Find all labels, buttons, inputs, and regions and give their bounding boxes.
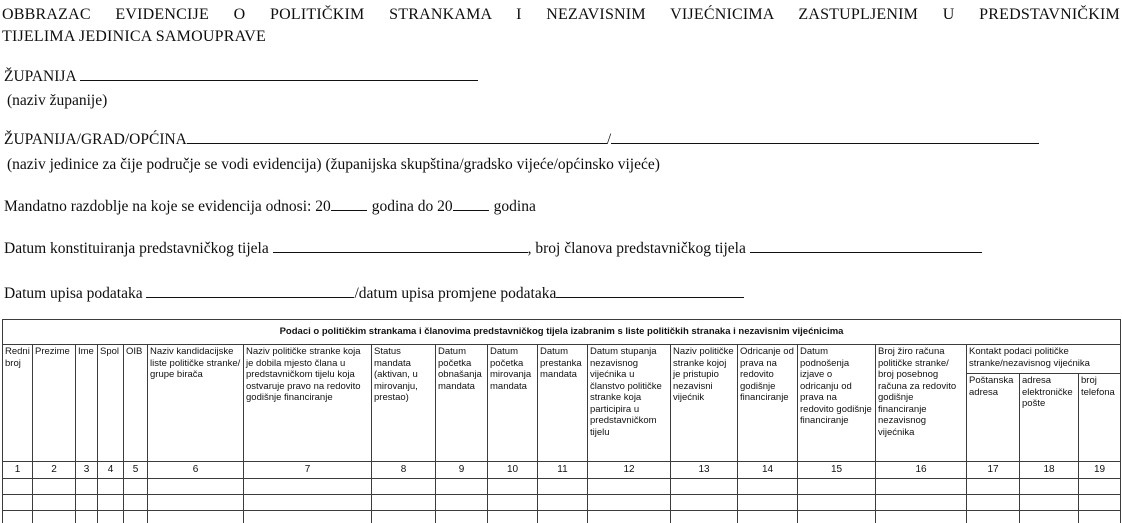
column-number-16: 16 <box>876 462 967 479</box>
empty-cell-r1-c15[interactable] <box>798 479 876 495</box>
mandate-suffix: godina <box>493 198 536 215</box>
empty-cell-r2-c8[interactable] <box>372 495 436 511</box>
entry-date-field[interactable] <box>146 283 354 298</box>
column-number-18: 18 <box>1020 462 1079 479</box>
empty-cell-r1-c9[interactable] <box>436 479 488 495</box>
entry-line <box>4 283 744 303</box>
jedinica-label: ŽUPANIJA/GRAD/OPĆINA <box>4 131 187 148</box>
column-number-15: 15 <box>798 462 876 479</box>
empty-cell-r1-c12[interactable] <box>588 479 671 495</box>
empty-cell-r2-c10[interactable] <box>488 495 538 511</box>
column-header-7: Naziv političke stranke koja je dobila mjesto člana u predstavničkom tijelu koja ostvaruje pravo na redovito godišnje financiranje <box>244 345 372 462</box>
empty-cell-r3-c12[interactable] <box>588 511 671 523</box>
entry-change-date-field[interactable] <box>556 283 744 298</box>
empty-cell-r3-c8[interactable] <box>372 511 436 523</box>
header-row <box>3 345 1121 374</box>
empty-cell-r3-c15[interactable] <box>798 511 876 523</box>
empty-cell-r1-c14[interactable] <box>738 479 798 495</box>
empty-cell-r3-c10[interactable] <box>488 511 538 523</box>
column-header-9: Datum početka obnašanja mandata <box>436 345 488 462</box>
zupanija-field[interactable] <box>80 66 478 81</box>
empty-cell-r2-c14[interactable] <box>738 495 798 511</box>
jedinica-line <box>4 129 1039 149</box>
empty-cell-r3-c13[interactable] <box>671 511 738 523</box>
column-number-7: 7 <box>244 462 372 479</box>
column-number-9: 9 <box>436 462 488 479</box>
evidence-table-wrapper <box>2 319 1121 523</box>
empty-cell-r2-c3[interactable] <box>76 495 98 511</box>
empty-cell-r2-c1[interactable] <box>3 495 33 511</box>
column-header-10: Datum početka mirovanja mandata <box>488 345 538 462</box>
constitution-label: Datum konstituiranja predstavničkog tijela <box>4 240 269 257</box>
entry-change-label: /datum upisa promjene podataka <box>354 285 557 302</box>
zupanija-line <box>4 66 478 86</box>
column-number-6: 6 <box>148 462 244 479</box>
constitution-date-field[interactable] <box>273 238 528 253</box>
empty-cell-r2-c18[interactable] <box>1020 495 1079 511</box>
column-header-4: Spol <box>98 345 124 462</box>
entry-date-label: Datum upisa podataka <box>4 285 143 302</box>
document-title-line2: TIJELIMA JEDINICA SAMOUPRAVE <box>2 28 266 45</box>
members-count-field[interactable] <box>750 238 982 253</box>
members-label: , broj članova predstavničkog tijela <box>527 240 746 257</box>
column-number-3: 3 <box>76 462 98 479</box>
empty-cell-r1-c10[interactable] <box>488 479 538 495</box>
column-header-1: Redni broj <box>3 345 33 462</box>
empty-cell-r2-c4[interactable] <box>98 495 124 511</box>
column-header-14: Odricanje od prava na redovito godišnje financiranje <box>738 345 798 462</box>
vijece-field[interactable] <box>611 129 1039 144</box>
column-header-3: Ime <box>76 345 98 462</box>
column-number-10: 10 <box>488 462 538 479</box>
column-header-5: OIB <box>124 345 148 462</box>
column-number-4: 4 <box>98 462 124 479</box>
column-header-19: broj telefona <box>1079 374 1121 462</box>
empty-cell-r3-c16[interactable] <box>876 511 967 523</box>
empty-cell-r1-c7[interactable] <box>244 479 372 495</box>
empty-cell-r2-c19[interactable] <box>1079 495 1121 511</box>
document-title-line1: OBBRAZAC EVIDENCIJE O POLITIČKIM STRANKAMA I NEZAVISNIM VIJEĆNICIMA ZASTUPLJENIM U PREDSTAVNIČKIM <box>2 6 1120 23</box>
column-header-16: Broj žiro računa političke stranke/ broj posebnog računa za redovito godišnje financiranje nezavisnog vijećnika <box>876 345 967 462</box>
empty-cell-r2-c13[interactable] <box>671 495 738 511</box>
column-header-15: Datum podnošenja izjave o odricanju od prava na redovito godišnje financiranje <box>798 345 876 462</box>
empty-cell-r1-c18[interactable] <box>1020 479 1079 495</box>
empty-cell-r1-c13[interactable] <box>671 479 738 495</box>
empty-cell-r1-c1[interactable] <box>3 479 33 495</box>
column-header-6: Naziv kandidacijske liste političke stranke/ grupe birača <box>148 345 244 462</box>
empty-cell-r3-c6[interactable] <box>148 511 244 523</box>
empty-cell-r2-c9[interactable] <box>436 495 488 511</box>
column-header-13: Naziv političke stranke kojoj je pristupio nezavisni vijećnik <box>671 345 738 462</box>
empty-cell-r1-c4[interactable] <box>98 479 124 495</box>
column-number-14: 14 <box>738 462 798 479</box>
empty-cell-r3-c17[interactable] <box>967 511 1020 523</box>
empty-cell-r1-c2[interactable] <box>33 479 76 495</box>
column-header-11: Datum prestanka mandata <box>538 345 588 462</box>
empty-cell-r2-c7[interactable] <box>244 495 372 511</box>
empty-cell-r1-c17[interactable] <box>967 479 1020 495</box>
empty-cell-r3-c19[interactable] <box>1079 511 1121 523</box>
column-header-8: Status mandata (aktivan, u mirovanju, prestao) <box>372 345 436 462</box>
empty-cell-r3-c11[interactable] <box>538 511 588 523</box>
column-number-19: 19 <box>1079 462 1121 479</box>
empty-cell-r3-c3[interactable] <box>76 511 98 523</box>
empty-cell-r1-c6[interactable] <box>148 479 244 495</box>
empty-cell-r2-c11[interactable] <box>538 495 588 511</box>
column-number-2: 2 <box>33 462 76 479</box>
contact-group-header: Kontakt podaci političke stranke/nezavisnog vijećnika <box>967 345 1121 374</box>
empty-cell-r3-c14[interactable] <box>738 511 798 523</box>
column-number-17: 17 <box>967 462 1020 479</box>
zupanija-hint: (naziv županije) <box>7 92 108 109</box>
empty-cell-r3-c7[interactable] <box>244 511 372 523</box>
column-number-13: 13 <box>671 462 738 479</box>
column-number-12: 12 <box>588 462 671 479</box>
table-caption: Podaci o političkim strankama i članovima predstavničkog tijela izabranim s liste političkih stranaka i nezavisnim vijećnicima <box>3 320 1121 345</box>
column-number-5: 5 <box>124 462 148 479</box>
jedinica-field[interactable] <box>187 129 607 144</box>
column-header-12: Datum stupanja nezavisnog vijećnika u članstvo političke stranke koja participira u predstavničkom tijelu <box>588 345 671 462</box>
empty-cell-r2-c5[interactable] <box>124 495 148 511</box>
empty-cell-r3-c9[interactable] <box>436 511 488 523</box>
zupanija-label: ŽUPANIJA <box>4 68 76 85</box>
empty-cell-r1-c8[interactable] <box>372 479 436 495</box>
empty-cell-r3-c18[interactable] <box>1020 511 1079 523</box>
column-number-11: 11 <box>538 462 588 479</box>
empty-cell-r3-c4[interactable] <box>98 511 124 523</box>
empty-cell-r2-c2[interactable] <box>33 495 76 511</box>
column-number-1: 1 <box>3 462 33 479</box>
empty-cell-r3-c2[interactable] <box>33 511 76 523</box>
empty-cell-r1-c5[interactable] <box>124 479 148 495</box>
table-row <box>3 479 1121 495</box>
column-number-8: 8 <box>372 462 436 479</box>
column-numbers-row <box>3 462 1121 479</box>
mandate-line <box>4 196 536 216</box>
jedinica-hint: (naziv jedinice za čije područje se vodi evidencija) (županijska skupština/gradsko vijeće/općinsko vijeće) <box>7 156 660 173</box>
empty-cell-r3-c5[interactable] <box>124 511 148 523</box>
empty-cell-r2-c16[interactable] <box>876 495 967 511</box>
empty-cell-r1-c16[interactable] <box>876 479 967 495</box>
empty-cell-r1-c3[interactable] <box>76 479 98 495</box>
constitution-line <box>4 238 982 258</box>
mandate-year-to-field[interactable] <box>453 196 489 211</box>
mandate-middle: godina do 20 <box>371 198 453 215</box>
table-row <box>3 495 1121 511</box>
jedinica-separator: / <box>606 131 612 148</box>
empty-cell-r1-c19[interactable] <box>1079 479 1121 495</box>
column-header-17: Poštanska adresa <box>967 374 1020 462</box>
column-header-2: Prezime <box>33 345 76 462</box>
empty-cell-r2-c6[interactable] <box>148 495 244 511</box>
empty-cell-r3-c1[interactable] <box>3 511 33 523</box>
mandate-year-from-field[interactable] <box>331 196 367 211</box>
column-header-18: adresa elektroničke pošte <box>1020 374 1079 462</box>
empty-cell-r2-c15[interactable] <box>798 495 876 511</box>
evidence-table <box>2 319 1121 523</box>
empty-cell-r2-c12[interactable] <box>588 495 671 511</box>
empty-cell-r1-c11[interactable] <box>538 479 588 495</box>
table-row <box>3 511 1121 523</box>
empty-cell-r2-c17[interactable] <box>967 495 1020 511</box>
table-caption-row <box>3 320 1121 345</box>
mandate-prefix: Mandatno razdoblje na koje se evidencija odnosi: 20 <box>4 198 331 215</box>
